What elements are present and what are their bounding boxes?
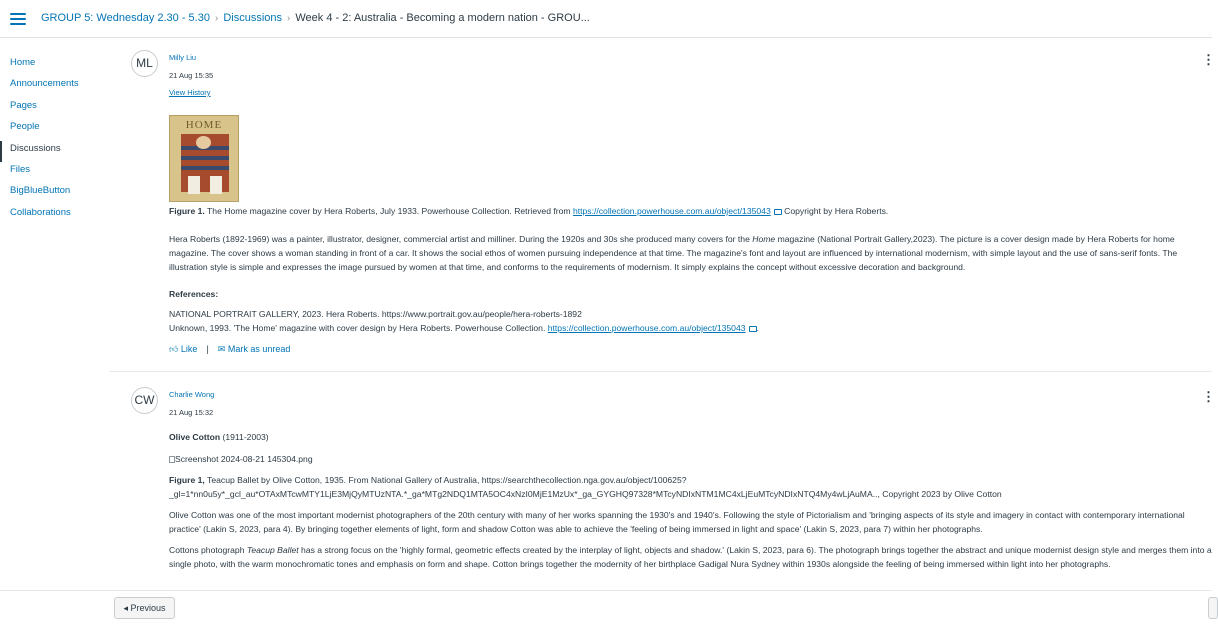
author-name[interactable]: Charlie Wong: [169, 390, 215, 399]
post-heading: [169, 430, 1212, 444]
paragraph-text: magazine (National Portrait Gallery,2023). The picture is a cover design made by Hera Roberts for home magazine. The cover shows a woman standing in front of a car. It shows the social ethos of women pursuing independence at that time. The magazine's font and layout are influenced by international modernism, with simple layout and the use of sans-serif fonts. The illustration style is simple and expresses the image pursued by women at that time, and conforms to the requirements of modernism. It simply explains the concept without excessive decoration and background.: [169, 234, 1178, 272]
post-date: 21 Aug 15:35: [169, 71, 214, 80]
breadcrumb: [41, 12, 590, 24]
mark-unread-button[interactable]: [218, 344, 291, 354]
paragraph-text: Cottons photograph: [169, 545, 247, 555]
like-label: Like: [180, 344, 198, 354]
heading-years: (1911-2003): [220, 432, 269, 442]
next-button[interactable]: [1208, 597, 1218, 619]
nav-collaborations[interactable]: Collaborations: [10, 206, 71, 218]
reference-item: Unknown, 1993. 'The Home' magazine with cover design by Hera Roberts. Powerhouse Collection. https://collection.powerhouse.com.au/object/135043 .: [169, 323, 759, 333]
mark-unread-label: Mark as unread: [227, 344, 291, 354]
post-paragraph: [169, 232, 1212, 274]
nav-files[interactable]: Files: [10, 163, 31, 175]
powerhouse-link[interactable]: https://collection.powerhouse.com.au/object/135043: [547, 323, 746, 333]
nav-bigbluebutton[interactable]: BigBlueButton: [10, 185, 71, 197]
references-heading: References:: [169, 289, 219, 299]
bottom-bar: [0, 590, 1212, 625]
nav-announcements[interactable]: Announcements: [10, 78, 79, 90]
nav-pages[interactable]: Pages: [10, 99, 37, 111]
post-actions: [169, 344, 290, 355]
italic-text: Home: [752, 234, 776, 244]
course-navigation: [0, 55, 110, 226]
chevron-right-icon: ›: [214, 13, 219, 24]
separator: |: [206, 344, 209, 354]
breadcrumb-current: Week 4 - 2: Australia - Becoming a modern nation - GROU...: [295, 12, 590, 24]
reference-item: NATIONAL PORTRAIT GALLERY, 2023. Hera Roberts. https://www.portrait.gov.au/people/hera-roberts-1892: [169, 309, 582, 319]
post-paragraph: [169, 543, 1212, 571]
author-name[interactable]: Milly Liu: [169, 53, 197, 62]
figure-caption: [169, 204, 1212, 218]
top-bar: [0, 0, 1212, 38]
entry-divider: [110, 371, 1212, 372]
figure-label: Figure 1,: [169, 475, 205, 485]
italic-text: Teacup Ballet: [246, 545, 299, 555]
chevron-right-icon: ›: [287, 13, 291, 24]
breadcrumb-course[interactable]: GROUP 5: Wednesday 2.30 - 5.30: [41, 12, 210, 24]
more-options-icon[interactable]: ⋮: [1202, 389, 1215, 404]
nav-people[interactable]: People: [10, 121, 40, 133]
discussion-thread: [110, 38, 1215, 590]
magazine-cover-image: [169, 115, 239, 202]
paragraph-text: Hera Roberts (1892-1969) was a painter, illustrator, designer, commercial artist and milliner. During the 1920s and 30s she produced many covers for the: [169, 234, 753, 244]
figure-label: Figure 1.: [169, 206, 205, 216]
figure-text: Teacup Ballet by Olive Cotton, 1935. From National Gallery of Australia, https://searchthecollection.nga.gov.au/object/100625?: [204, 475, 687, 485]
previous-button[interactable]: ◂ Previous: [114, 597, 175, 619]
figure-copyright: Copyright by Hera Roberts.: [781, 206, 889, 216]
thumbs-up-icon: 👍︎: [169, 344, 179, 354]
figure-caption: [169, 473, 1212, 487]
hamburger-menu-icon[interactable]: [10, 13, 26, 25]
avatar[interactable]: ML: [131, 50, 158, 77]
post-date: 21 Aug 15:32: [169, 408, 214, 417]
heading-name: Olive Cotton: [169, 432, 221, 442]
broken-image: [169, 452, 1212, 466]
powerhouse-link[interactable]: https://collection.powerhouse.com.au/object/135043: [572, 206, 771, 216]
avatar[interactable]: CW: [131, 387, 158, 414]
image-alt-text: Screenshot 2024-08-21 145304.png: [175, 454, 313, 464]
envelope-icon: ✉: [217, 344, 226, 354]
figure-caption-cont: _gl=1*nn0u5y*_gcl_au*OTAxMTcwMTY1LjE3MjQyMTUzNTA.*_ga*MTg2NDQ1MTA5OC4xNzI0MjE1MzUx*_ga_GYGHQ97328*MTcyNDIxNTM1MC4xLjEuMTcyNDIxNTQ4My4wLjAuMA.., Copyright 2023 by Olive Cotton: [169, 489, 1002, 499]
external-link-icon: [749, 326, 757, 332]
paragraph-text: has a strong focus on the 'highly formal, geometric effects created by the interplay of light, objects and shadow.' (Lakin S, 2023, para 6). The photograph brings together the abstract and unique modernist design style and merges them into a single photo, with the warm monochromatic tones and emphasis on form and shape. Cotton brings together the modernity of her birthplace Gadigal Nura Sydney within 1930s alongside the feeling of being immersed within light into her photographs.: [169, 545, 1212, 569]
view-history-link[interactable]: View History: [169, 88, 211, 97]
figure-text: The Home magazine cover by Hera Roberts, July 1933. Powerhouse Collection. Retrieved from: [204, 206, 573, 216]
nav-discussions[interactable]: Discussions: [0, 141, 110, 162]
like-button[interactable]: [169, 344, 197, 354]
nav-home[interactable]: Home: [10, 57, 36, 68]
magazine-title: HOME: [185, 119, 223, 131]
external-link-icon: [774, 209, 782, 215]
post-paragraph: Olive Cotton was one of the most important modernist photographers of the 20th century with many of her works spanning the 1930's and 1940's. Following the style of Pictorialism and 'bringing aspects of its style and imagery in contact with contemporary international practice' (Lakin S, 2023, para 4). By bringing together elements of light, form and shadow Cotton was able to achieve the 'feeling of being immersed in light and space' (Lakin S, 2023, para 7) within her photographs.: [169, 510, 1185, 534]
breadcrumb-discussions[interactable]: Discussions: [223, 12, 282, 24]
reference-text: Unknown, 1993. 'The Home' magazine with cover design by Hera Roberts. Powerhouse Collection.: [169, 323, 548, 333]
more-options-icon[interactable]: ⋮: [1202, 52, 1215, 67]
